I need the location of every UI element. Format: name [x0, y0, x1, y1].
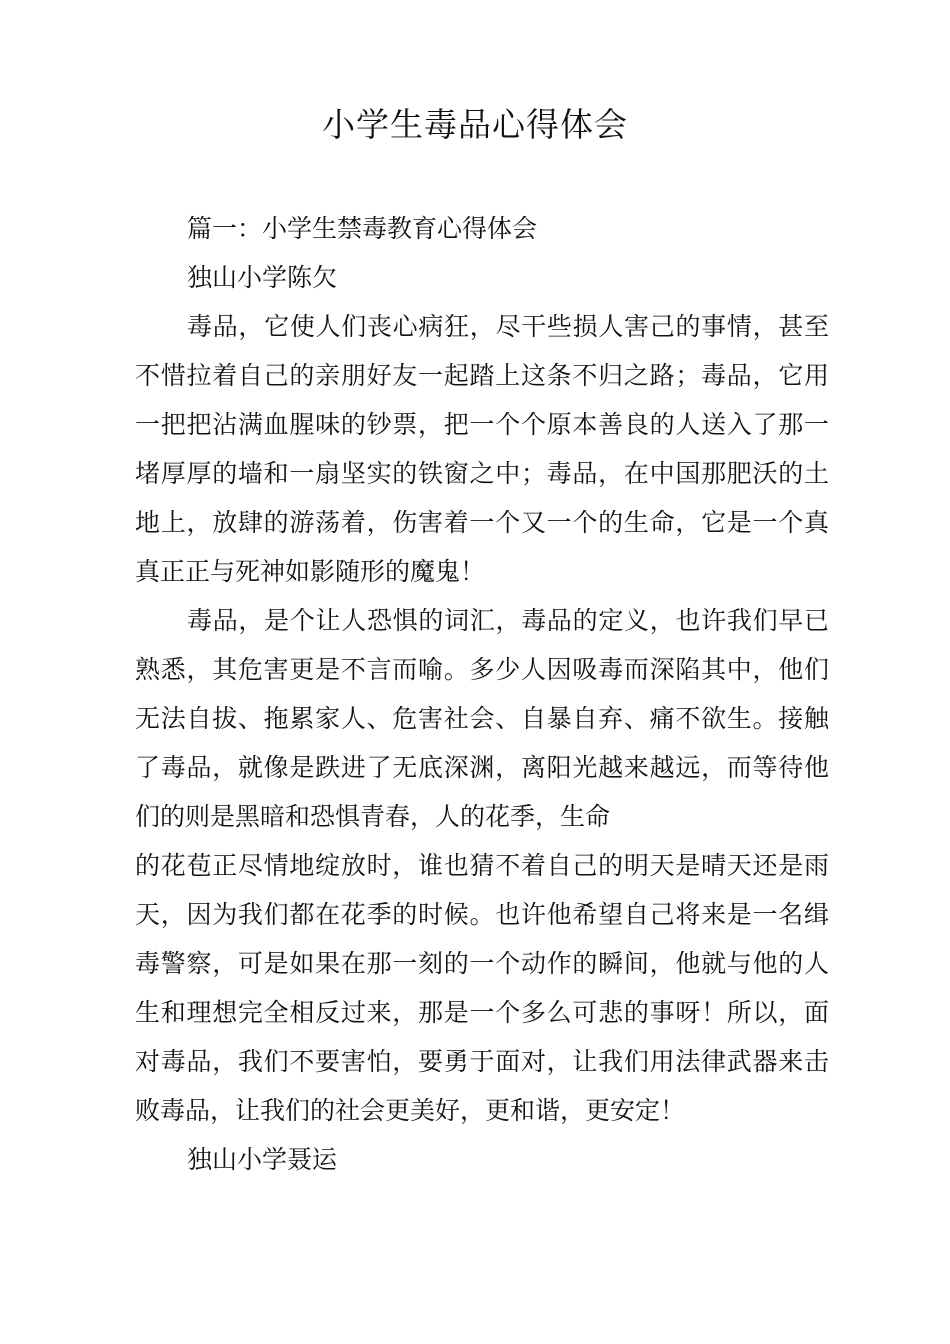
text-line: 生和理想完全相反过来，那是一个多么可悲的事呀！所以，面: [135, 998, 829, 1027]
text-line: 真正正与死神如影随形的魔鬼！: [135, 557, 486, 586]
text-line: 独山小学聂运: [187, 1145, 338, 1174]
text-line: 地上，放肆的游荡着，伤害着一个又一个的生命，它是一个真: [135, 508, 829, 537]
text-line: 的花苞正尽情地绽放时，谁也猜不着自己的明天是晴天还是雨: [135, 851, 829, 880]
text-line: 们的则是黑暗和恐惧青春，人的花季，生命: [135, 802, 611, 831]
text-line: 毒品，它使人们丧心病狂，尽干些损人害己的事情，甚至: [187, 312, 829, 341]
text-line: 毒警察，可是如果在那一刻的一个动作的瞬间，他就与他的人: [135, 949, 829, 978]
text-line: 天，因为我们都在花季的时候。也许他希望自己将来是一名缉: [135, 900, 829, 929]
text-line: 不惜拉着自己的亲朋好友一起踏上这条不归之路；毒品，它用: [135, 361, 829, 390]
text-line: 堵厚厚的墙和一扇坚实的铁窗之中；毒品，在中国那肥沃的土: [135, 459, 829, 488]
document-title: 小学生毒品心得体会: [322, 105, 628, 144]
text-line: 独山小学陈欠: [187, 263, 338, 292]
text-line: 了毒品，就像是跌进了无底深渊，离阳光越来越远，而等待他: [135, 753, 829, 782]
text-line: 无法自拔、拖累家人、危害社会、自暴自弃、痛不欲生。接触: [135, 704, 829, 733]
text-line: 败毒品，让我们的社会更美好，更和谐，更安定！: [135, 1096, 686, 1125]
text-line: 篇一：小学生禁毒教育心得体会: [187, 214, 538, 243]
text-line: 熟悉，其危害更是不言而喻。多少人因吸毒而深陷其中，他们: [135, 655, 829, 684]
text-line: 毒品，是个让人恐惧的词汇，毒品的定义，也许我们早已: [187, 606, 829, 635]
text-line: 一把把沾满血腥味的钞票，把一个个原本善良的人送入了那一: [135, 410, 829, 439]
text-line: 对毒品，我们不要害怕，要勇于面对，让我们用法律武器来击: [135, 1047, 829, 1076]
document-body: [135, 204, 829, 1184]
